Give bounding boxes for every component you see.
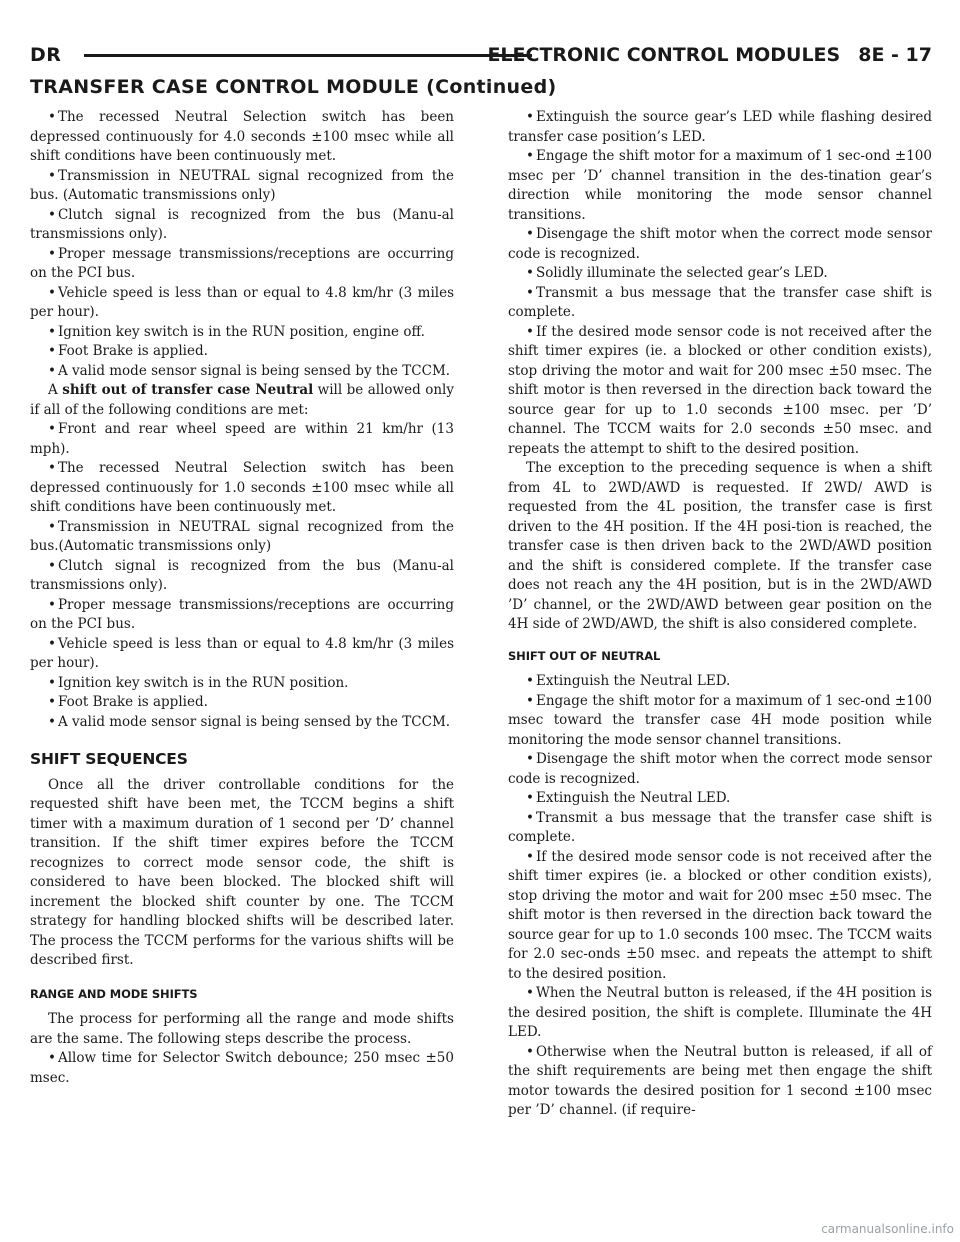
bullet-item: • Proper message transmissions/receptions are occurring on the PCI bus. — [30, 245, 454, 284]
paragraph: The exception to the preceding sequence is when a shift from 4L to 2WD/AWD is requested. If 2WD/ AWD is requested from the 4L position, the transfer case is first driven to the 4H position. If the 4H posi-tion is reached, the transfer case is then driven back to the 2WD/AWD position and the shift is considered complete. If the transfer case does not reach any the 4H position, but is in the 2WD/AWD ’D’ channel, or the 2WD/AWD between gear position on the 4H side of 2WD/AWD, the shift is also considered complete. — [508, 460, 932, 632]
paragraph-shift-out-neutral-intro — [30, 381, 454, 420]
subsection-heading-shift-out-of-neutral: SHIFT OUT OF NEUTRAL — [508, 648, 661, 663]
bullet-item: • Extinguish the Neutral LED. — [508, 672, 932, 692]
left-column — [30, 108, 454, 1088]
bullet-item: • Ignition key switch is in the RUN position. — [30, 674, 454, 694]
bullet-item: • Extinguish the source gear’s LED while flashing desired transfer case position’s LED. — [508, 108, 932, 147]
bullet-item: • Transmit a bus message that the transfer case shift is complete. — [508, 809, 932, 848]
page-number: 8E - 17 — [858, 44, 932, 66]
bullet-item: • Engage the shift motor for a maximum of 1 sec-ond ±100 msec toward the transfer case 4H mode position while monitoring the mode sensor channel transitions. — [508, 692, 932, 751]
bullet-item: • The recessed Neutral Selection switch has been depressed continuously for 1.0 seconds ±100 msec while all shift conditions have been continuously met. — [30, 459, 454, 518]
bullet-item: • Clutch signal is recognized from the bus (Manu-al transmissions only). — [30, 557, 454, 596]
header-section-code: DR — [30, 44, 62, 66]
bullet-item: • Disengage the shift motor when the correct mode sensor code is recognized. — [508, 750, 932, 789]
bullet-item: • Foot Brake is applied. — [30, 693, 454, 713]
bullet-item: • Vehicle speed is less than or equal to 4.8 km/hr (3 miles per hour). — [30, 635, 454, 674]
bullet-item: • Proper message transmissions/receptions are occurring on the PCI bus. — [30, 596, 454, 635]
bullet-item: • When the Neutral button is released, if the 4H position is the desired position, the shift is complete. Illuminate the 4H LED. — [508, 984, 932, 1043]
bullet-item: • Clutch signal is recognized from the bus (Manu-al transmissions only). — [30, 206, 454, 245]
bullet-item: • A valid mode sensor signal is being sensed by the TCCM. — [30, 362, 454, 382]
header-chapter — [487, 44, 932, 66]
bullet-item: • Disengage the shift motor when the correct mode sensor code is recognized. — [508, 225, 932, 264]
bullet-item: • The recessed Neutral Selection switch has been depressed continuously for 4.0 seconds ±100 msec while all shift conditions have been continuously met. — [30, 108, 454, 167]
header-chapter-title: ELECTRONIC CONTROL MODULES — [487, 44, 841, 66]
subsection-heading-range-mode-shifts: RANGE AND MODE SHIFTS — [30, 986, 198, 1001]
bullet-item: • If the desired mode sensor code is not received after the shift timer expires (ie. a blocked or other condition exists), stop driving the motor and wait for 200 msec ±50 msec. The shift motor is then reversed in the direction back toward the source gear for up to 1.0 seconds ±100 msec. per ’D’ channel. The TCCM waits for 2.0 seconds ±50 msec. and repeats the attempt to shift to the desired position. — [508, 323, 932, 460]
bullet-item: • Otherwise when the Neutral button is released, if all of the shift requirements are being met then engage the shift motor towards the desired position for 1 second ±100 msec per ’D’ channel. (if require- — [508, 1043, 932, 1121]
watermark-link[interactable]: carmanualsonline.info — [821, 1222, 954, 1236]
paragraph-text: will be allowed only if all of the following conditions are met: — [30, 382, 454, 418]
right-column — [508, 108, 932, 1121]
header-rule — [84, 54, 532, 57]
bullet-item: • Transmission in NEUTRAL signal recognized from the bus.(Automatic transmissions only) — [30, 518, 454, 557]
bullet-item: • Vehicle speed is less than or equal to 4.8 km/hr (3 miles per hour). — [30, 284, 454, 323]
bullet-item: • Ignition key switch is in the RUN position, engine off. — [30, 323, 454, 343]
bullet-item: • Foot Brake is applied. — [30, 342, 454, 362]
bullet-item: • Transmission in NEUTRAL signal recognized from the bus. (Automatic transmissions only) — [30, 167, 454, 206]
emphasis-text: shift out of transfer case Neutral — [62, 382, 314, 398]
bullet-item: • Allow time for Selector Switch debounce; 250 msec ±50 msec. — [30, 1049, 454, 1088]
paragraph: The process for performing all the range and mode shifts are the same. The following steps describe the process. — [30, 1011, 454, 1047]
bullet-item: • Transmit a bus message that the transfer case shift is complete. — [508, 284, 932, 323]
bullet-item: • Solidly illuminate the selected gear’s LED. — [508, 264, 932, 284]
bullet-item: • Front and rear wheel speed are within 21 km/hr (13 mph). — [30, 420, 454, 459]
page-subtitle: TRANSFER CASE CONTROL MODULE (Continued) — [30, 76, 557, 98]
bullet-item: • Extinguish the Neutral LED. — [508, 789, 932, 809]
bullet-item: • Engage the shift motor for a maximum of 1 sec-ond ±100 msec per ’D’ channel transition in the des-tination gear’s direction while monitoring the mode sensor channel transitions. — [508, 147, 932, 225]
bullet-item: • If the desired mode sensor code is not received after the shift timer expires (ie. a blocked or other condition exists), stop driving the motor and wait for 200 msec ±50 msec. The shift motor is then reversed in the direction back toward the source gear for up to 1.0 seconds 100 msec. The TCCM waits for 2.0 sec-onds ±50 msec. and repeats the attempt to shift to the desired position. — [508, 848, 932, 985]
paragraph-text: A — [48, 382, 63, 398]
section-heading-shift-sequences: SHIFT SEQUENCES — [30, 750, 188, 768]
paragraph: Once all the driver controllable conditions for the requested shift have been met, the TCCM begins a shift timer with a maximum duration of 1 second per ’D’ channel transition. If the shift timer expires before the TCCM recognizes to correct mode sensor code, the shift is considered to have been blocked. The blocked shift will increment the blocked shift counter by one. The TCCM strategy for handling blocked shifts will be described later. The process the TCCM performs for the various shifts will be described first. — [30, 776, 454, 968]
page-header — [30, 44, 932, 76]
bullet-item: • A valid mode sensor signal is being sensed by the TCCM. — [30, 713, 454, 733]
